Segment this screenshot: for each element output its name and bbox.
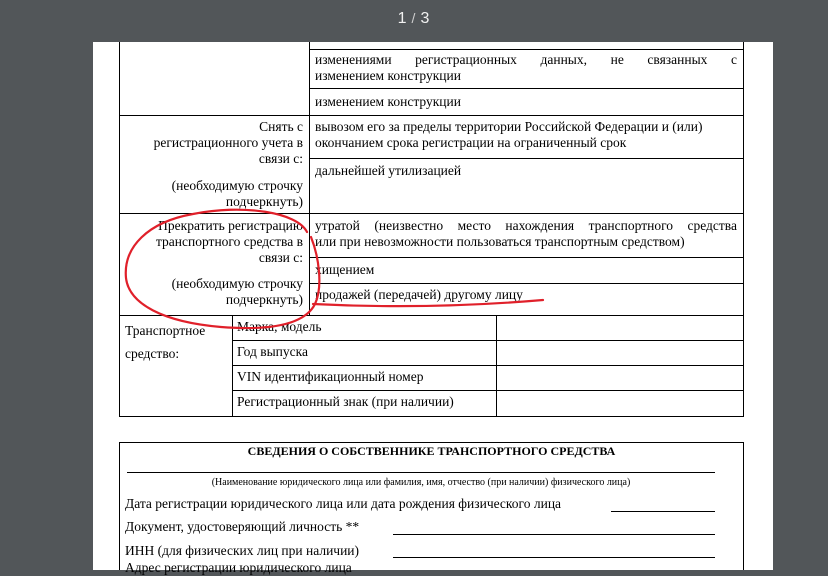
owner-box-left <box>119 442 120 570</box>
deregister-label: Снять с регистрационного учета в связи с: <box>153 119 303 166</box>
vehicle-divider-1 <box>232 315 233 417</box>
owner-section-title: СВЕДЕНИЯ О СОБСТВЕННИКЕ ТРАНСПОРТНОГО СРЕДСТВА <box>247 444 616 458</box>
document-page <box>93 42 773 575</box>
owner-id-doc-line[interactable] <box>393 534 715 535</box>
current-page[interactable]: 1 <box>397 10 408 27</box>
table-border-right <box>743 42 744 417</box>
option-registration-data-change: изменениями регистрационных данных, не связанных с <box>315 52 737 67</box>
vehicle-row-line <box>232 390 744 391</box>
terminate-note: (необходимую строчку подчеркнуть) <box>171 276 303 307</box>
owner-inn-label: ИНН (для физических лиц при наличии) <box>125 543 360 558</box>
owner-name-line[interactable] <box>127 472 715 473</box>
row-line <box>309 283 744 284</box>
owner-reg-date-label: Дата регистрации юридического лица или дата рождения физического лица <box>125 496 562 511</box>
option-export: вывозом его за пределы территории Российской Федерации и (или) окончанием срока регистрации на ограниченный срок <box>315 119 703 150</box>
vehicle-row-line <box>232 365 744 366</box>
row-line <box>309 257 744 258</box>
vehicle-label: Транспортное средство: <box>125 323 206 361</box>
terminate-label: Прекратить регистрацию транспортного средства в связи с: <box>155 218 303 265</box>
page-separator: / <box>411 10 417 26</box>
owner-inn-line[interactable] <box>393 557 715 558</box>
option-construction-change: изменением конструкции <box>315 94 461 109</box>
page-counter <box>0 10 828 28</box>
option-loss: утратой (неизвестно место нахождения транспортного средства или при невозможности пользоваться транспортным средством) <box>315 218 737 249</box>
owner-address-label: Адрес регистрации юридического лица <box>125 560 352 575</box>
owner-name-caption: (Наименование юридического лица или фамилия, имя, отчество (при наличии) физического лица) <box>211 477 631 488</box>
field-make-model: Марка, модель <box>237 319 322 334</box>
row-line <box>309 158 744 159</box>
row-line <box>309 88 744 89</box>
owner-box-top <box>119 442 744 443</box>
owner-reg-date-line[interactable] <box>611 511 715 512</box>
pdf-viewer-toolbar <box>0 0 828 42</box>
field-year: Год выпуска <box>237 344 308 359</box>
owner-id-doc-label: Документ, удостоверяющий личность ** <box>125 519 360 534</box>
vehicle-row-line <box>232 340 744 341</box>
vehicle-divider-2 <box>496 315 497 417</box>
field-vin: VIN идентификационный номер <box>237 369 424 384</box>
table-border-left <box>119 42 120 417</box>
option-theft: хищением <box>315 262 375 277</box>
option-disposal: дальнейшей утилизацией <box>315 163 462 178</box>
option-sale: продажей (передачей) другому лицу <box>315 287 523 302</box>
field-plate: Регистрационный знак (при наличии) <box>237 394 454 409</box>
row-line <box>119 315 744 316</box>
owner-box-right <box>743 442 744 570</box>
row-line <box>119 115 744 116</box>
option-registration-data-change-cont: изменением конструкции <box>315 68 461 83</box>
row-line <box>309 49 744 50</box>
deregister-note: (необходимую строчку подчеркнуть) <box>171 178 303 209</box>
total-pages: 3 <box>420 10 431 27</box>
row-line <box>119 213 744 214</box>
table-divider <box>309 42 310 315</box>
table-border-bottom <box>119 416 744 417</box>
